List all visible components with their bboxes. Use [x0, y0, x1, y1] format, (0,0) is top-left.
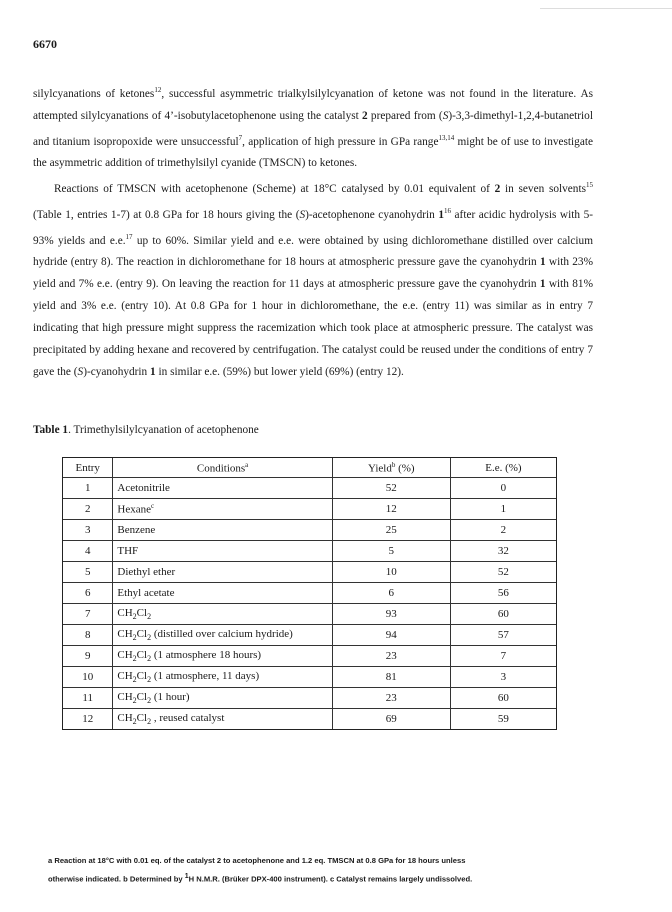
cell-conditions [113, 520, 332, 541]
conditions-text: (1 atmosphere 18 hours) [151, 648, 262, 661]
footnote-line-2 [48, 869, 648, 887]
formula-subscript: 2 [132, 675, 137, 685]
conditions-text: Acetonitrile [117, 482, 170, 494]
cell-ee: 0 [450, 478, 556, 499]
formula-subscript: 2 [132, 633, 137, 643]
formula-part: CH [117, 669, 133, 682]
text-run: with 23% yield and 7% e.e. (entry 9). On leaving the reaction for 11 days at atmospheric pressure gave the cyanohydrin [33, 256, 593, 291]
formula-subscript: 2 [147, 717, 152, 727]
citation: 7 [238, 133, 243, 142]
text-run: in similar e.e. (59%) but lower yield (69%) (entry 12). [155, 365, 404, 378]
formula-part: Cl [136, 606, 148, 619]
cell-conditions [113, 583, 332, 604]
table-caption-text: . Trimethylsilylcyanation of acetophenone [68, 424, 259, 436]
formula-part: Cl [136, 690, 148, 703]
formula-part: CH [117, 711, 133, 724]
cell-conditions [113, 541, 332, 562]
cell-ee: 60 [450, 688, 556, 709]
compound-ref: 1 [539, 278, 546, 291]
header-yield-text: Yield [368, 462, 392, 475]
cell-entry: 7 [63, 604, 113, 625]
formula-subscript: 2 [147, 696, 152, 706]
cell-entry: 5 [63, 562, 113, 583]
footnote-text: H N.M.R. (Brüker DPX-400 instrument). c Catalyst remains largely undissolved. [188, 874, 473, 884]
compound-ref: 2 [494, 182, 501, 195]
conditions-text: Ethyl acetate [117, 587, 175, 599]
formula-subscript: 2 [132, 654, 137, 664]
formula-part: Cl [136, 711, 148, 724]
formula-subscript: 2 [132, 696, 137, 706]
cell-entry: 8 [63, 625, 113, 646]
footnote-sup: 1 [184, 872, 189, 880]
table-row [63, 478, 557, 499]
table-row [63, 646, 557, 667]
cell-entry: 1 [63, 478, 113, 499]
cell-entry: 6 [63, 583, 113, 604]
cell-ee: 32 [450, 541, 556, 562]
formula-part: CH [117, 627, 133, 640]
table-caption [33, 424, 259, 436]
cell-conditions [113, 709, 332, 730]
stereo-descriptor: S [442, 109, 449, 122]
results-table [62, 457, 557, 730]
conditions-text: (1 hour) [151, 690, 190, 703]
formula-subscript: 2 [132, 717, 137, 727]
header-yield-sup: b [391, 460, 396, 469]
text-run: (Table 1, entries 1-7) at 0.8 GPa for 18 hours giving the ( [33, 208, 300, 221]
text-run: )-3,3-dimethyl-1,2,4-butanetriol and titanium isopropoxide were unsuccessful [33, 109, 593, 148]
cell-yield: 81 [332, 667, 450, 688]
cell-ee: 7 [450, 646, 556, 667]
cell-entry: 10 [63, 667, 113, 688]
text-run: , application of high pressure in GPa range [242, 135, 439, 148]
cell-conditions [113, 646, 332, 667]
cell-yield: 69 [332, 709, 450, 730]
cell-ee: 2 [450, 520, 556, 541]
header-ee: E.e. (%) [450, 458, 556, 478]
compound-ref: 1 [150, 365, 156, 378]
table-row [63, 709, 557, 730]
cell-conditions [113, 499, 332, 520]
table-row [63, 520, 557, 541]
conditions-text: Benzene [117, 524, 156, 536]
conditions-text: (distilled over calcium hydride) [151, 627, 293, 640]
stereo-descriptor: S [77, 365, 84, 378]
formula-subscript: 2 [132, 612, 137, 622]
formula-part: CH [117, 606, 133, 619]
cell-conditions [113, 688, 332, 709]
cell-entry: 4 [63, 541, 113, 562]
cell-yield: 23 [332, 688, 450, 709]
header-entry: Entry [63, 458, 113, 478]
table-header-row [63, 458, 557, 478]
cell-entry: 11 [63, 688, 113, 709]
formula-subscript: 2 [147, 633, 152, 643]
cell-yield: 52 [332, 478, 450, 499]
citation: 15 [586, 181, 593, 190]
cell-yield: 23 [332, 646, 450, 667]
conditions-text: THF [117, 545, 139, 557]
paragraph-1 [33, 80, 593, 175]
cell-entry: 2 [63, 499, 113, 520]
table-caption-label: Table 1 [33, 424, 69, 436]
table-row [63, 688, 557, 709]
header-yield [332, 458, 450, 478]
conditions-text: Diethyl ether [117, 566, 176, 578]
text-run: , successful asymmetric trialkylsilylcyanation of ketone was not found in the literature. As attempted silylcyanations of 4’-isobutylacetophenone using the catalyst [33, 87, 593, 122]
compound-ref: 2 [362, 109, 368, 122]
text-run: prepared from ( [367, 109, 443, 122]
text-run: )-cyanohydrin [83, 365, 151, 378]
cell-conditions [113, 625, 332, 646]
formula-part: Cl [136, 669, 148, 682]
cell-yield: 10 [332, 562, 450, 583]
footnote-line-1: a Reaction at 18°C with 0.01 eq. of the catalyst 2 to acetophenone and 1.2 eq. TMSCN at 0.8 GPa for 18 hours unless [48, 856, 466, 865]
table-row [63, 541, 557, 562]
text-run: Reactions of TMSCN with acetophenone (Scheme) at 18°C catalysed by 0.01 equivalent of [54, 182, 495, 195]
formula-part: Cl [136, 648, 148, 661]
table-row [63, 625, 557, 646]
formula-subscript: 2 [147, 654, 152, 664]
text-run: silylcyanations of ketones [33, 87, 155, 100]
cell-ee: 1 [450, 499, 556, 520]
cell-yield: 12 [332, 499, 450, 520]
cell-conditions [113, 562, 332, 583]
conditions-sup: c [150, 502, 155, 511]
table-row [63, 604, 557, 625]
cell-ee: 57 [450, 625, 556, 646]
cell-ee: 59 [450, 709, 556, 730]
conditions-text: Hexane [117, 503, 151, 516]
citation: 13,14 [438, 133, 455, 142]
table-body [63, 478, 557, 730]
conditions-text: (1 atmosphere, 11 days) [151, 669, 260, 682]
table-row [63, 667, 557, 688]
cell-yield: 5 [332, 541, 450, 562]
body-text [33, 80, 593, 384]
formula-part: CH [117, 690, 133, 703]
compound-ref: 1 [539, 256, 546, 269]
citation: 12 [154, 86, 162, 94]
text-run: with 81% yield and 3% e.e. (entry 10). At 0.8 GPa for 1 hour in dichloromethane, the e.e. (entry 11) was similar as in entry 7 indicating that high pressure might suppress the racemization which took place at atmospheric pressure. The catalyst was precipitated by adding hexane and recovered by centrifugation. The catalyst could be reused under the conditions of entry 7 gave the ( [33, 278, 593, 378]
text-run: might be of use to investigate the asymmetric addition of trimethylsilyl cyanide (TMSCN) to ketones. [33, 135, 593, 170]
cell-ee: 56 [450, 583, 556, 604]
cell-ee: 52 [450, 562, 556, 583]
header-conditions-text: Conditions [196, 462, 246, 475]
cell-conditions [113, 604, 332, 625]
paragraph-2 [33, 175, 593, 383]
page-number: 6670 [33, 37, 57, 51]
table-row [63, 562, 557, 583]
cell-yield: 6 [332, 583, 450, 604]
cell-conditions [113, 667, 332, 688]
text-run: after acidic hydrolysis with 5-93% yields and e.e. [33, 208, 593, 247]
table-footnotes [48, 853, 648, 887]
header-conditions-sup: a [245, 460, 249, 469]
formula-part: CH [117, 648, 133, 661]
header-conditions [113, 458, 332, 478]
cell-entry: 3 [63, 520, 113, 541]
conditions-text: , reused catalyst [151, 711, 225, 724]
stereo-descriptor: S [299, 208, 306, 221]
cell-yield: 93 [332, 604, 450, 625]
header-yield-unit: (%) [395, 462, 415, 475]
cell-entry: 12 [63, 709, 113, 730]
cell-conditions [113, 478, 332, 499]
cell-yield: 94 [332, 625, 450, 646]
footnote-text: otherwise indicated. b Determined by [48, 874, 185, 884]
text-run: )-acetophenone cyanohydrin [305, 208, 439, 221]
citation: 16 [443, 206, 451, 215]
formula-subscript: 2 [147, 612, 152, 622]
cell-ee: 3 [450, 667, 556, 688]
citation: 17 [125, 232, 133, 241]
cell-entry: 9 [63, 646, 113, 667]
header-rule [540, 8, 672, 9]
table-row [63, 499, 557, 520]
formula-part: Cl [136, 627, 148, 640]
text-run: in seven solvents [500, 182, 586, 195]
table-row [63, 583, 557, 604]
formula-subscript: 2 [147, 675, 152, 685]
text-run: up to 60%. Similar yield and e.e. were obtained by using dichloromethane distilled over calcium hydride (entry 8). The reaction in dichloromethane for 18 hours at atmospheric pressure gave the cyanohydrin [33, 234, 593, 269]
cell-ee: 60 [450, 604, 556, 625]
cell-yield: 25 [332, 520, 450, 541]
compound-ref: 1 [438, 208, 444, 221]
